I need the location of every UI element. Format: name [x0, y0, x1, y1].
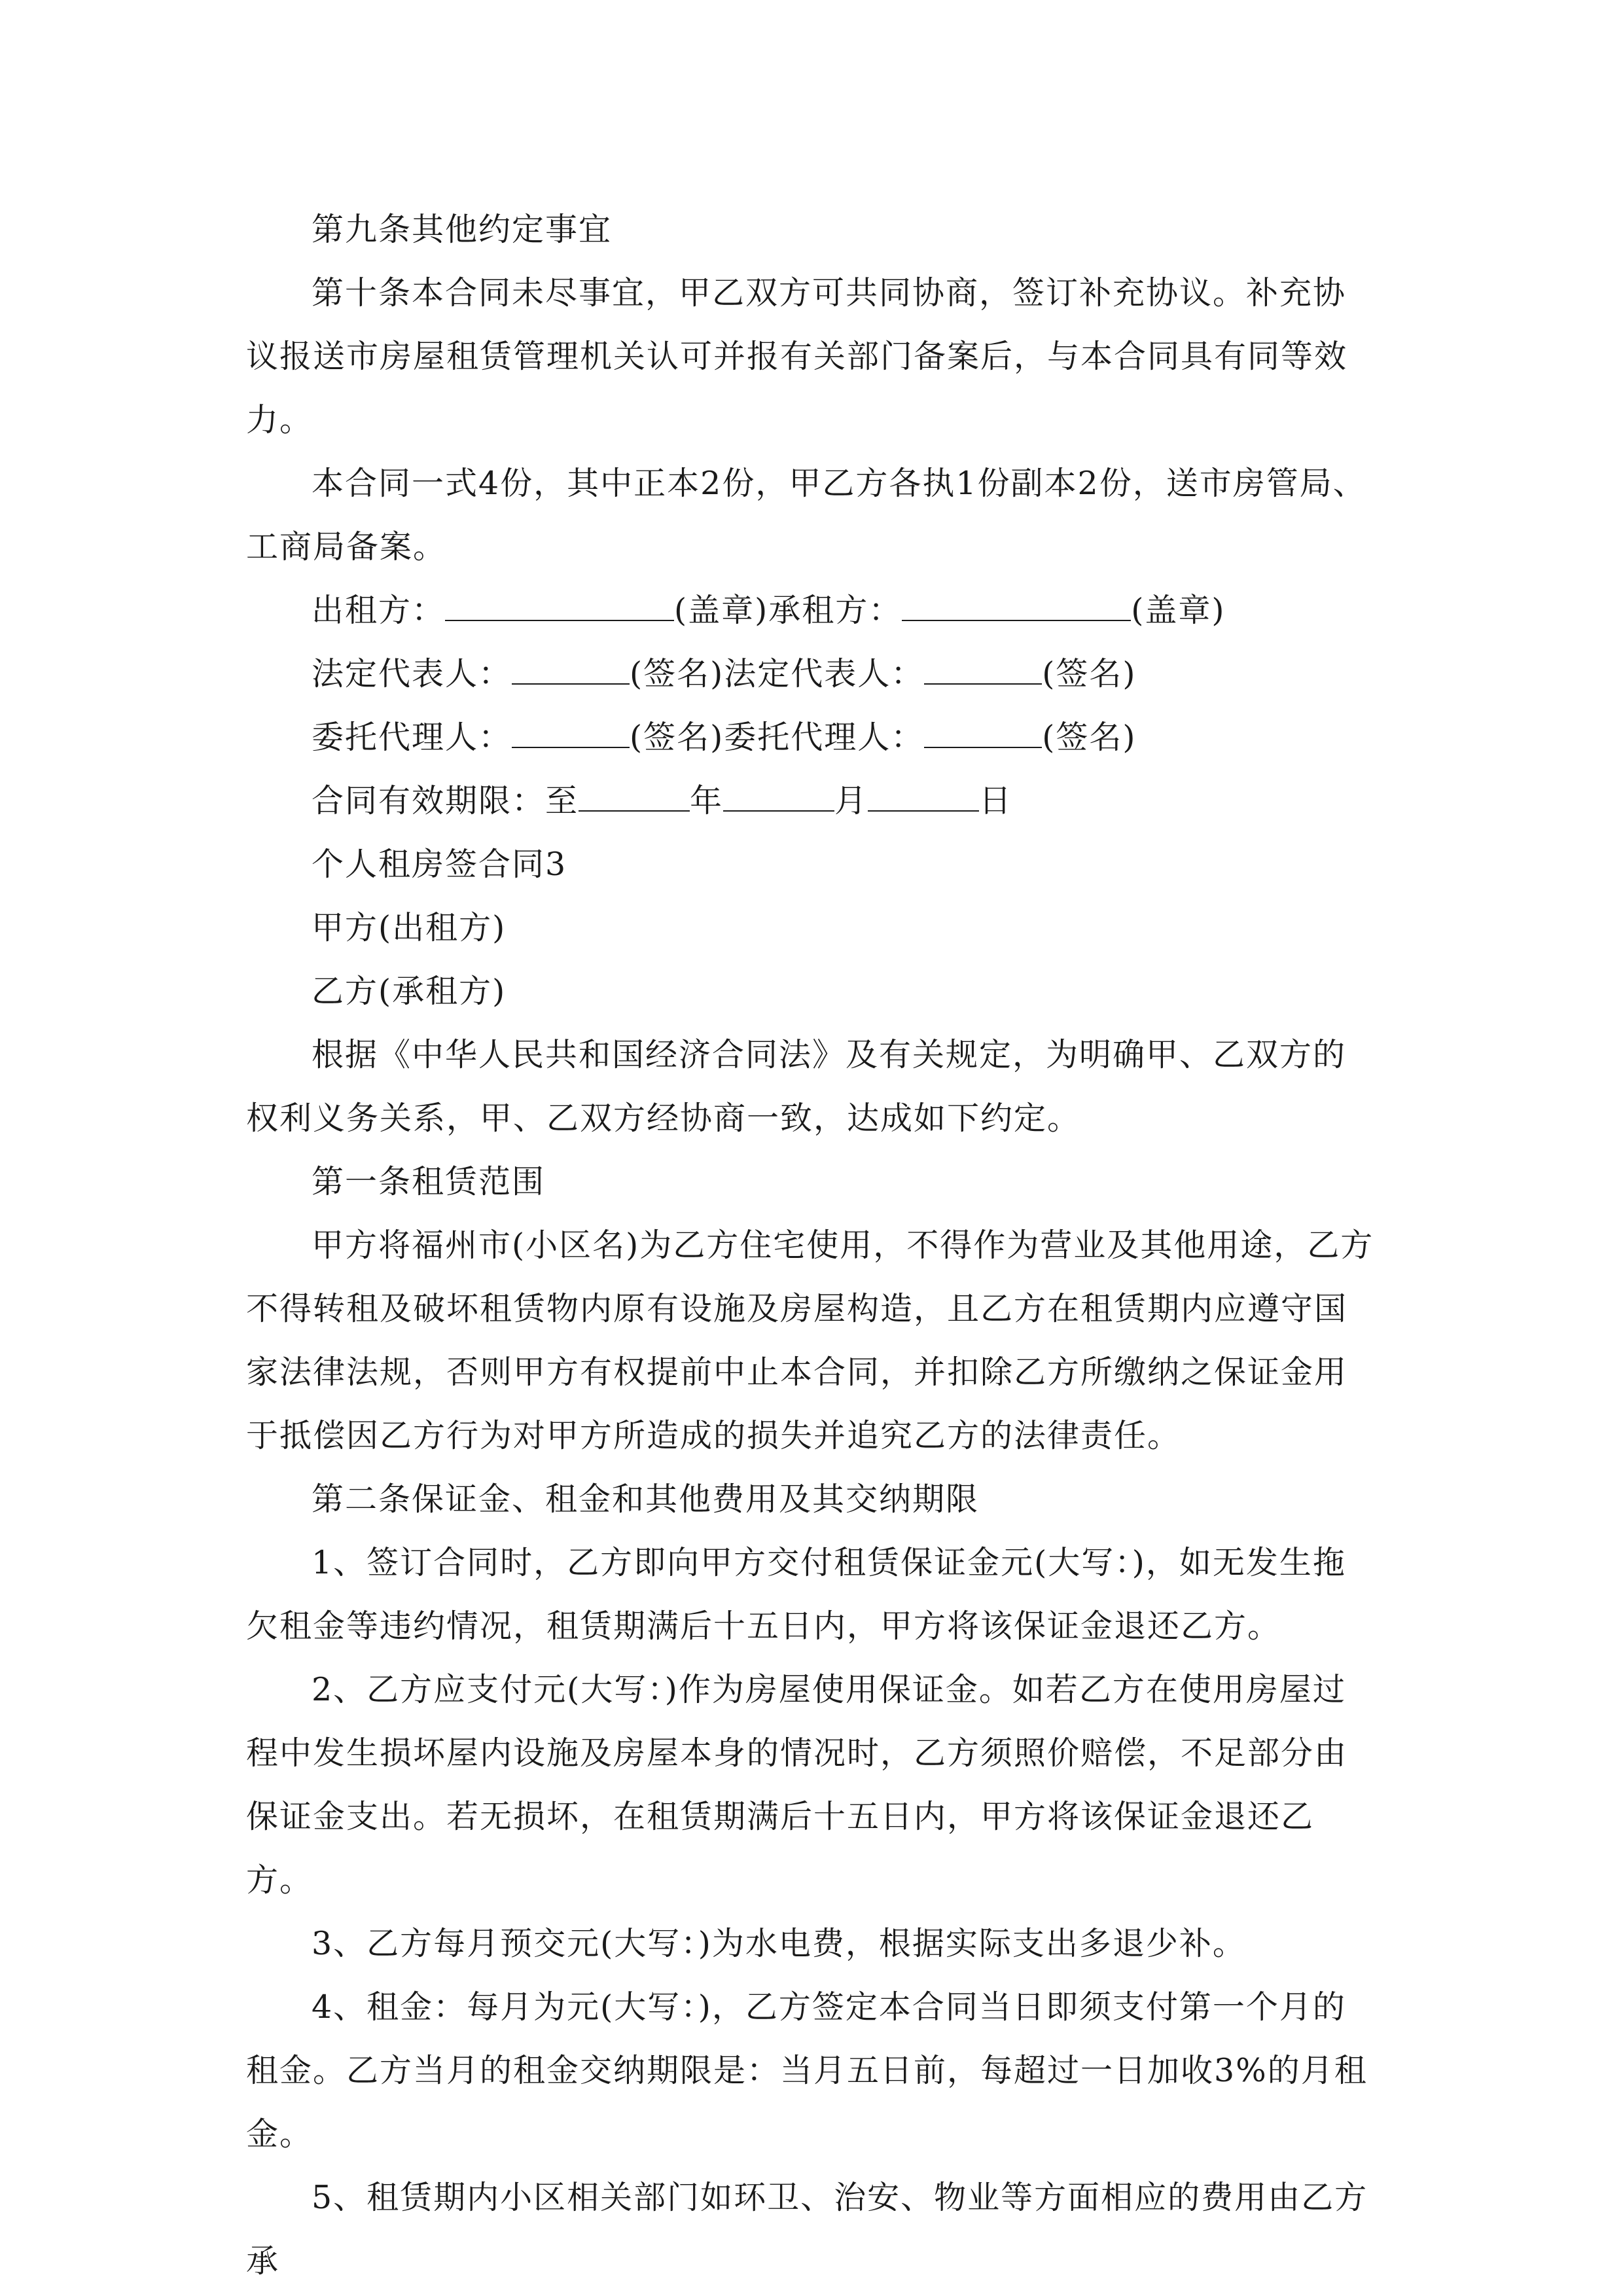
lessor-blank — [445, 594, 674, 621]
validity-year-label: 年 — [690, 782, 724, 819]
article-2-item-5: 5、租赁期内小区相关部门如环卫、治安、物业等方面相应的费用由乙方承 — [246, 2179, 1368, 2280]
legal-rep-blank-1 — [512, 657, 630, 685]
copies-paragraph: 本合同一式4份，其中正本2份，甲乙方各执1份副本2份，送市房管局、工商局备案。 — [246, 465, 1366, 565]
article-2-item-4: 4、租金：每月为元(大写：)，乙方签定本合同当日即须支付第一个月的租金。乙方当月的租金交纳期限是：当月五日前，每超过一日加收3%的月租金。 — [246, 1988, 1368, 2153]
article-2-item-3: 3、乙方每月预交元(大写：)为水电费，根据实际支出多退少补。 — [312, 1925, 1246, 1962]
party-a-line: 甲方(出租方) — [312, 909, 507, 946]
validity-year-blank — [579, 784, 690, 812]
legal-rep-end: (签名) — [1042, 655, 1137, 692]
seal-lessee-label: (盖章)承租方： — [674, 592, 902, 629]
article-2-item-2: 2、乙方应支付元(大写：)作为房屋使用保证金。如若乙方在使用房屋过程中发生损坏屋内设施及房屋本身的情况时，乙方须照价赔偿，不足部分由保证金支出。若无损坏，在租赁期满后十五日内，甲方将该保证金退还乙方。 — [246, 1671, 1348, 1899]
validity-day-blank — [868, 784, 979, 812]
contract-3-title: 个人租房签合同3 — [312, 846, 567, 883]
party-b-line: 乙方(承租方) — [312, 973, 507, 1010]
agent-label: 委托代理人： — [312, 719, 512, 756]
agent-mid: (签名)委托代理人： — [630, 719, 925, 756]
lessor-label: 出租方： — [312, 592, 446, 629]
validity-month-label: 月 — [834, 782, 868, 819]
legal-rep-mid: (签名)法定代表人： — [630, 655, 925, 692]
validity-label: 合同有效期限：至 — [312, 782, 579, 819]
agent-end: (签名) — [1042, 719, 1137, 756]
article-1-paragraph: 甲方将福州市(小区名)为乙方住宅使用，不得作为营业及其他用途，乙方不得转租及破坏租赁物内原有设施及房屋构造，且乙方在租赁期内应遵守国家法律法规，否则甲方有权提前中止本合同，并扣除乙方所缴纳之保证金用于抵偿因乙方行为对甲方所造成的损失并追究乙方的法律责任。 — [246, 1227, 1374, 1454]
legal-rep-line — [246, 642, 1374, 706]
legal-rep-label: 法定代表人： — [312, 655, 512, 692]
preamble-paragraph: 根据《中华人民共和国经济合同法》及有关规定，为明确甲、乙双方的权利义务关系，甲、乙双方经协商一致，达成如下约定。 — [246, 1036, 1347, 1137]
legal-rep-blank-2 — [924, 657, 1042, 685]
article-1-heading: 第一条租赁范围 — [312, 1163, 546, 1200]
agent-blank-1 — [512, 721, 630, 748]
validity-month-blank — [723, 784, 834, 812]
agent-blank-2 — [924, 721, 1042, 748]
seal-label: (盖章) — [1131, 592, 1226, 629]
article-9-heading: 第九条其他约定事宜 — [312, 211, 613, 248]
signature-lessor-line — [246, 579, 1374, 642]
article-2-heading: 第二条保证金、租金和其他费用及其交纳期限 — [312, 1480, 980, 1518]
lessee-blank — [902, 594, 1131, 621]
agent-line — [246, 706, 1374, 769]
validity-day-label: 日 — [979, 782, 1013, 819]
article-10-paragraph: 第十条本合同未尽事宜，甲乙双方可共同协商，签订补充协议。补充协议报送市房屋租赁管理机关认可并报有关部门备案后，与本合同具有同等效力。 — [246, 274, 1348, 439]
article-2-item-1: 1、签订合同时，乙方即向甲方交付租赁保证金元(大写：)，如无发生拖欠租金等违约情况，租赁期满后十五日内，甲方将该保证金退还乙方。 — [246, 1544, 1346, 1645]
validity-line — [246, 769, 1374, 833]
